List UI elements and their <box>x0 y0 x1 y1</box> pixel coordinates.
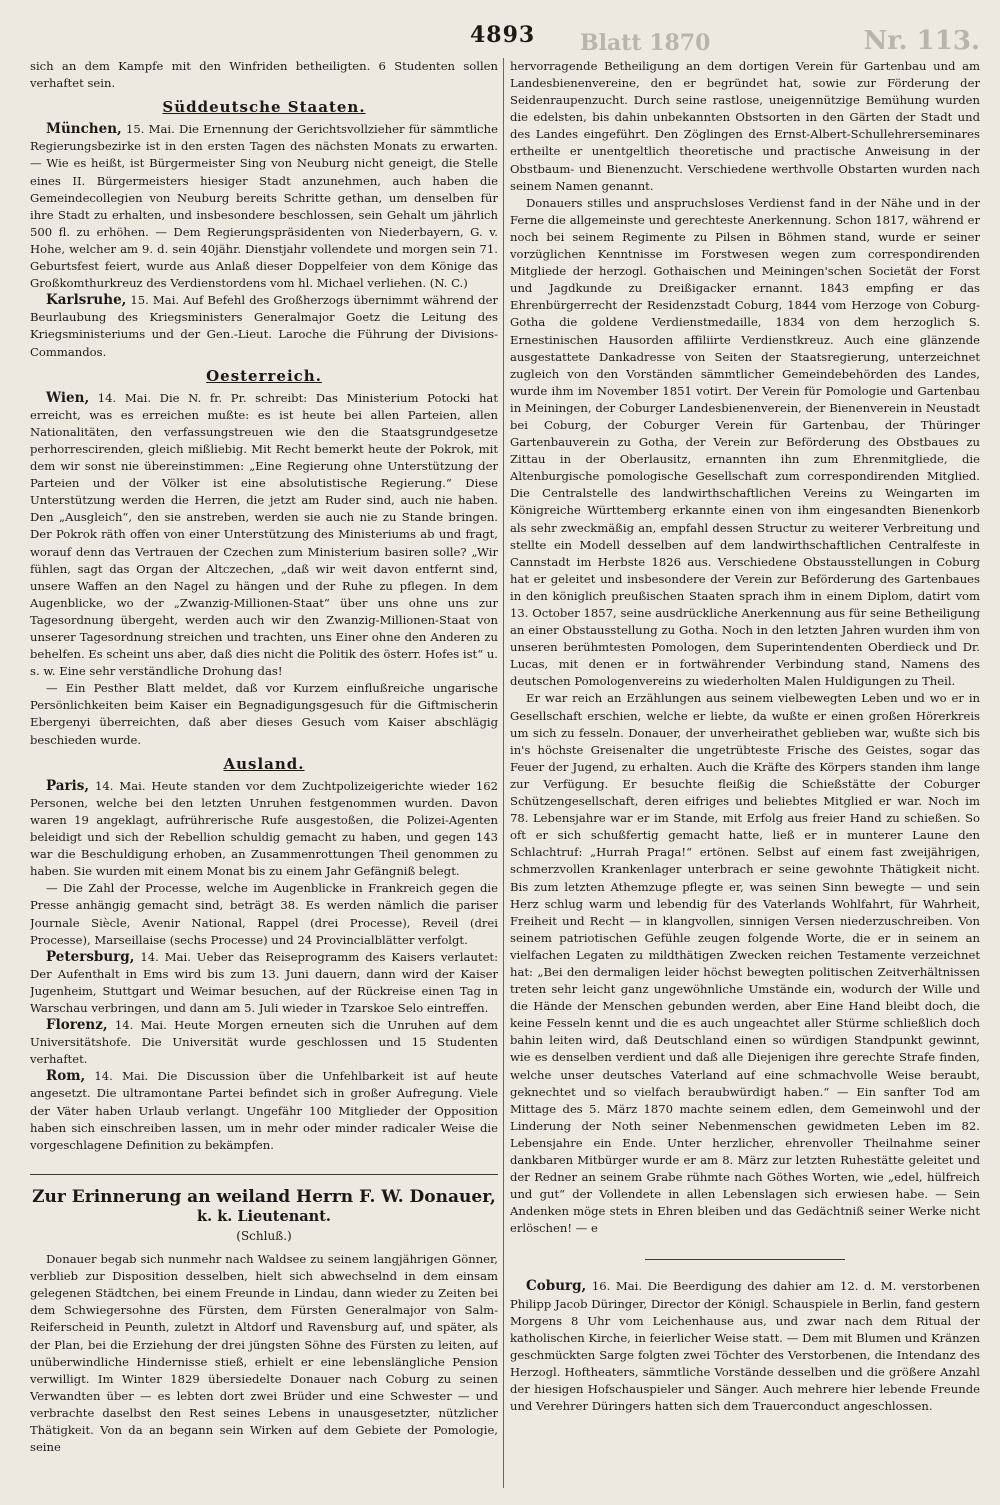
memorial-continuation-note: (Schluß.) <box>236 1229 292 1243</box>
dateline-place: München, <box>46 121 122 138</box>
article-body: 14. Mai. Heute Morgen erneuten sich die Unruhen auf dem Universitätshofe. Die Universität wurde geschlossen und 15 Studenten verhaftet. <box>30 1018 498 1067</box>
memorial-life-text: Er war reich an Erzählungen aus seinem vielbewegten Leben und wo er in Gesellschaft erschien, welche er liebte, da wußte er einen großen Hörerkreis um sich zu fesseln. Donauer, der unverheirathet geblieben war, wußte sich bis in's höchste Greisenalter die ungetrübteste Frische des Geistes, sogar das Feuer der Jugend, zu erhalten. Auch die Kräfte des Körpers standen ihm lange zur Verfügung. Er besuchte fleißig die Schießstätte der Coburger Schützengesellschaft, deren eifriges und beliebtes Mitglied er war. Noch im 78. Lebensjahre war er im Stande, mit Erfolg aus freier Hand zu schießen. So oft er sich schußfertig gemacht hatte, ließ er in munterer Laune den Schlachtruf: „Hurrah Praga!“ ertönen. Selbst auf einem fast zweijährigen, schmerzvollen Krankenlager unterbrach er seine gewohnte Thätigkeit nicht. Bis zum letzten Athemzuge pflegte er, was seinen Sinn bewegte — und sein Herz schlug warm und lebendig für des Vaterlands Wohlfahrt, für Wahrheit, Freiheit und Recht — in klangvollen, sinnigen Versen niederzuschreiben. Von seinem patriotischen Gefühle zeugen folgende Worte, die er in seinem an vielfachen Legaten zu mildthätigen Zwecken reichen Testamente verzeichnet hat: „Bei den dermaligen leider höchst bewegten politischen Zeitverhältnissen treten sehr leicht ganz ungewöhnliche Umstände ein, wodurch der Wille und die Hände der Menschen gebunden werden, aber Eine Hand bleibt doch, die keine Fesseln kennt und die es auch ungeachtet aller Stürme schließlich doch bahin leiten wird, daß Deutschland einen so würdigen Standpunkt gewinnt, wie es denselben verdient und daß alle Diejenigen ihre gerechte Strafe finden, welche unser deutsches Vaterland auf eine schmachvolle Weise beraubt, geknechtet und so vielfach beraubwürdigt haben.“ — Ein sanfter Tod am Mittage des 5. März 1870 machte seinem edlen, dem Gemeinwohl und der Linderung der Noth seiner Nebenmenschen gewidmeten Leben im 82. Lebensjahre ein Ende. Unter herzlicher, ehrenvoller Theilnahme seiner dankbaren Mitbürger wurde er am 8. März zur letzten Ruhestätte geleitet und der Redner an seinem Grabe rühmte nach Göthes Worten, wie „edel, hülfreich und gut“ der Vollendete in allen Lebenslagen sich erwiesen habe. — Sein Andenken möge stets in Ehren bleiben und das Gedächtniß seiner Werke nicht erlöschen! — <box>510 691 980 1236</box>
article-florenz <box>30 1017 498 1068</box>
right-column <box>510 58 980 1488</box>
article-paris <box>30 778 498 881</box>
dateline-place: Wien, <box>46 389 90 406</box>
article-body: 14. Mai. Heute standen vor dem Zuchtpolizeigerichte wieder 162 Personen, welche bei den letzten Unruhen festgenommen wurden. Davon waren 19 angeklagt, aufrührerische Rufe ausgestoßen, die Polizei-Agenten beleidigt und sich der Rebellion schuldig gemacht zu haben, und gegen 143 war die Beschuldigung erhoben, an Zusammenrottungen Theil genommen zu haben. Sie wurden mit einem Monat bis zu einem Jahr Gefängniß belegt. <box>30 778 498 879</box>
section-heading-oesterreich: Oesterreich. <box>206 366 322 385</box>
article-paris-2: — Die Zahl der Processe, welche im Augenblicke in Frankreich gegen die Presse anhängig gemacht sind, beträgt 38. Es werden nämlich die pariser Journale Siècle, Avenir National, Rappel (drei Processe), Reveil (drei Processe), Marseillaise (sechs Processe) und 24 Provincialblätter verfolgt. <box>30 881 498 947</box>
memorial-end-mark: e <box>590 1221 598 1236</box>
article-body: 14. Mai. Ueber das Reiseprogramm des Kaisers verlautet: Der Aufenthalt in Ems wird bis zum 13. Juni dauern, dann wird der Kaiser Jugenheim, Stuttgart und Weimar besuchen, auf der Rückreise einen Tag in Warschau verbringen, und dann am 5. Juli wieder in Tzarskoe Selo eintreffen. <box>30 949 498 1015</box>
article-body: 16. Mai. Die Beerdigung des dahier am 12. d. M. verstorbenen Philipp Jacob Düringer, Director der Königl. Schauspiele in Berlin, fand gestern Morgens 8 Uhr vom Leichenhause aus, und zwar nach dem Ritual der katholischen Kirche, in feierlicher Weise statt. — Dem mit Blumen und Kränzen geschmückten Sarge folgten zwei Töchter des Verstorbenen, die Intendanz des Herzogl. Hoftheaters, sämmtliche Vorstände desselben und die größere Anzahl der hiesigen Hofschauspieler und Sänger. Auch mehrere hier lebende Freunde und Verehrer Düringers hatten sich dem Trauerconduct angeschlossen. <box>510 1279 980 1414</box>
article-wien-2: — Ein Pesther Blatt meldet, daß vor Kurzem einflußreiche ungarische Persönlichkeiten beim Kaiser ein Begnadigungsgesuch für die Giftmischerin Ebergenyi überreichten, daß aber dieses Gesuch vom Kaiser abschlägig beschieden wurde. <box>30 681 498 747</box>
memorial-continued-paragraph: hervorragende Betheiligung an dem dortigen Verein für Gartenbau und am Landesbienenvereine, den er begründet hat, sowie zur Förderung der Seidenraupenzucht. Durch seine rastlose, uneigennützige Bemühung wurden die edelsten, bis dahin unbekannten Obstsorten in den Gärten der Stadt und des Landes eingeführt. Den Zöglingen des Ernst-Albert-Schullehrerseminares ertheilte er unentgeltlich theoretische und practische Anweisung in der Obstbaum- und Bienenzucht. Verschiedene werthvolle Obstarten wurden nach seinem Namen genannt. <box>510 59 980 193</box>
memorial-subtitle: k. k. Lieutenant. <box>197 1207 331 1225</box>
article-coburg <box>510 1278 980 1415</box>
left-column <box>30 58 498 1488</box>
article-body: 14. Mai. Die Discussion über die Unfehlbarkeit ist auf heute angesetzt. Die ultramontane Partei befindet sich in großer Aufregung. Viele der Väter haben Urlaub verlangt. Ungefähr 100 Mitglieder der Opposition haben sich einschreiben lassen, um in mehr oder minder radicaler Weise die vorgeschlagene Definition zu bekämpfen. <box>30 1069 498 1152</box>
memorial-life-paragraph <box>510 690 980 1237</box>
page-number: 4893 <box>470 22 536 48</box>
intro-paragraph: sich an dem Kampfe mit den Winfriden betheiligten. 6 Studenten sollen verhaftet sein. <box>30 59 498 91</box>
article-wien <box>30 390 498 681</box>
dateline-place: Paris, <box>46 777 90 794</box>
memorial-honours-paragraph: Donauers stilles und anspruchsloses Verdienst fand in der Nähe und in der Ferne die allgemeinste und gerechteste Anerkennung. Schon 1817, während er noch bei seinem Regimente zu Pilsen in Böhmen stand, wurde er seiner vorzüglichen Kenntnisse im Forstwesen wegen zum correspondirenden Mitgliede der herzogl. Gothaischen und Meiningen'schen Societät der Forst und Jagdkunde zu Dreißigacker ernannt. 1843 empfing er das Ehrenbürgerrecht der Residenzstadt Coburg, 1844 vom Herzoge von Coburg-Gotha die goldene Verdienstmedaille, 1834 von dem herzoglich S. Ernestinischen Hausorden affiliirte Verdienstkreuz. Auch eine glänzende ausgestattete Dankadresse von Seiten der Staatsregierung, unterzeichnet zugleich von den Vorständen sämmtlicher Gemeindebehörden des Landes, wurde ihm im November 1851 votirt. Der Verein für Pomologie und Gartenbau in Meiningen, der Coburger Landesbienenverein, der Bienenverein in Neustadt bei Coburg, der Coburger Verein für Gartenbau, der Thüringer Gartenbauverein zu Gotha, der Verein zur Beförderung des Obstbaues zu Zittau in der Oberlausitz, ernannten ihn zum Ehrenmitgliede, die Altenburgische pomologische Gesellschaft zum correspondirenden Mitglied. Die Centralstelle des landwirthschaftlichen Vereins zu Weingarten im Königreiche Württemberg erkannte einen von ihm eingesandten Bienenkorb als sehr zweckmäßig an, empfahl dessen Structur zu weiterer Verbreitung und stellte ein Modell desselben auf dem landwirthschaftlichen Centralfeste in Cannstadt im Herbste 1826 aus. Verschiedene Obstausstellungen in Coburg hat er geleitet und insbesondere der Verein zur Beförderung des Gartenbaues in den königlich preußischen Staaten sprach ihm in einem Diplom, datirt vom 13. October 1857, seine ausdrückliche Anerkennung aus für seine Betheiligung an einer Obstausstellung zu Gotha. Noch in den letzten Jahren wurden ihm von unseren berühmtesten Pomologen, dem Superintendenten Oberdieck und Dr. Lucas, mit denen er in fortwährender Verbindung stand, Namens des deutschen Pomologenvereins zu wiederholten Malen Huldigungen zu Theil. <box>510 195 980 689</box>
article-body: 14. Mai. Die N. fr. Pr. schreibt: Das Ministerium Potocki hat erreicht, was es erreichen mußte: es ist heute bei allen Parteien, allen Nationalitäten, den verfassungstreuen wie den die Staatsgrundgesetze perhorrescirenden, gleich mißliebig. Mit Recht bemerkt heute der Pokrok, mit dem wir sonst nie übereinstimmen: „Eine Regierung ohne Unterstützung der Parteien und der Völker ist eine absolutistische Regierung.“ Diese Unterstützung werden die Herren, die jetzt am Ruder sind, auch nie haben. Den „Ausgleich“, den sie anstreben, werden sie auch nie zu Stande bringen. Der Pokrok räth offen von einer Unterstützung des Ministeriums ab und fragt, worauf denn das Vertrauen der Czechen zum Ministerium basiren solle? „Wir fühlen, sagt das Organ der Altczechen, „daß wir weit davon entfernt sind, unsere Waffen an den Nagel zu hängen und der Ruhe zu pflegen. In dem Augenblicke, wo der „Zwanzig-Millionen-Staat“ über uns ohne uns zur Tagesordnung übergeht, werden auch wir den Zwanzig-Millionen-Staat von unserer Tagesordnung streichen und trachten, uns Einer ohne den Anderen zu behelfen. Es scheint uns aber, daß dies nicht die Politik des österr. Hofes ist“ u. s. w. Eine sehr verständliche Drohung das! <box>30 390 498 679</box>
article-karlsruhe <box>30 292 498 360</box>
dateline-place: Florenz, <box>46 1017 108 1034</box>
article-rom <box>30 1068 498 1153</box>
dateline-place: Coburg, <box>526 1278 587 1295</box>
section-heading-ausland: Ausland. <box>223 754 305 773</box>
dateline-place: Petersburg, <box>46 948 135 965</box>
separator-rule <box>645 1259 845 1260</box>
section-heading-sueddeutsche: Süddeutsche Staaten. <box>162 98 366 117</box>
column-divider <box>503 58 504 1488</box>
article-petersburg <box>30 949 498 1017</box>
article-body: 15. Mai. Auf Befehl des Großherzogs übernimmt während der Beurlaubung des Kriegsministers Generalmajor Goetz die Leitung des Kriegsministeriums und der Gen.-Lieut. Laroche die Führung der Divisions-Commandos. <box>30 293 498 359</box>
dateline-place: Rom, <box>46 1068 86 1085</box>
bleed-through-text: Blatt 1870 <box>580 30 711 56</box>
article-body: 15. Mai. Die Ernennung der Gerichtsvollzieher für sämmtliche Regierungsbezirke ist in den ersten Tagen des nächsten Monats zu erwarten. — Wie es heißt, ist Bürgermeister Sing von Neuburg nicht geneigt, die Stelle eines II. Bürgermeisters hiesiger Stadt anzunehmen, auch haben die Gemeindecollegien von Neuburg bereits Schritte gethan, um denselben für ihre Stadt zu erhalten, und insbesondere beschlossen, sein Gehalt um jährlich 500 fl. zu erhöhen. — Dem Regierungspräsidenten von Niederbayern, G. v. Hohe, welcher am 9. d. sein 40jähr. Dienstjahr vollendete und morgen sein 71. Geburtsfest feiert, wurde aus Anlaß dieser Doppelfeier von dem Könige das Großkomthurkreuz des Verdienstordens vom hl. Michael verliehen. (N. C.) <box>30 122 498 291</box>
memorial-title: Zur Erinnerung an weiland Herrn F. W. Donauer, <box>30 1174 498 1206</box>
dateline-place: Karlsruhe, <box>46 292 127 309</box>
bleed-through-issue: Nr. 113. <box>863 26 980 56</box>
article-muenchen <box>30 121 498 292</box>
memorial-paragraph: Donauer begab sich nunmehr nach Waldsee zu seinem langjährigen Gönner, verblieb zur Disposition desselben, hielt sich abwechselnd in dem einsam gelegenen Städtchen, bei einem Freunde in Lindau, dann wieder zu Zeiten bei dem Schwiegersohne des Fürsten, dem Fürsten Generalmajor von Salm-Reiferscheid in Peunth, zuletzt in Altdorf und Ravensburg auf, und später, als der Plan, bei die Erziehung der drei jüngsten Söhne des Fürsten zu leiten, auf unüberwindliche Hindernisse stieß, erhielt er eine lebenslängliche Pension verwilligt. Im Winter 1829 übersiedelte Donauer nach Coburg zu seinen Verwandten über — es lebten dort zwei Brüder und eine Schwester — und verbrachte daselbst den Rest seines Lebens in unausgesetzter, nützlicher Thätigkeit. Von da an begann sein Wirken auf dem Gebiete der Pomologie, seine <box>30 1252 498 1455</box>
